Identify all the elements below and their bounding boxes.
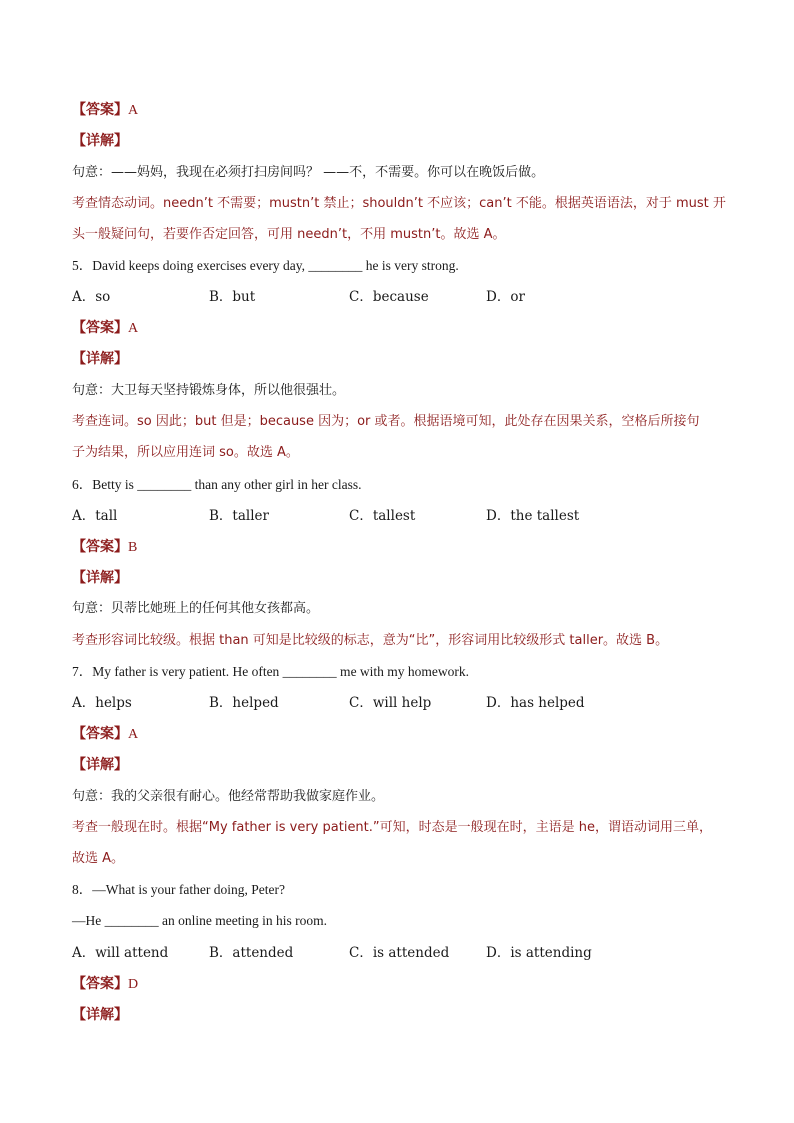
explanation-line: 考查一般现在时。根据“My father is very patient.”可知，时态是一般现在时，主语是 he，谓语动词用三单， (72, 820, 713, 835)
option-a: A．so (72, 289, 111, 305)
answer-value: D (128, 977, 139, 992)
option-c: C．tallest (349, 508, 416, 524)
option-b: B．helped (209, 695, 279, 711)
option-c: C．will help (349, 695, 432, 711)
explanation-line: 故选 A。 (72, 851, 125, 866)
option-a: A．tall (72, 508, 118, 524)
detail-label: 【详解】 (72, 570, 128, 586)
answer-label: 【答案】 (72, 320, 128, 336)
question-text: 6．Betty is ________ than any other girl in her class. (72, 477, 362, 492)
explanation-line: 子为结果，所以应用连词 so。故选 A。 (72, 445, 299, 460)
answer-label: 【答案】 (72, 539, 128, 555)
option-b: B．attended (209, 945, 294, 961)
answer-value: A (128, 321, 139, 336)
option-b: B．taller (209, 508, 269, 524)
answer-value: A (128, 727, 139, 742)
question-text: 8．—What is your father doing, Peter? (72, 882, 285, 897)
answer-label: 【答案】 (72, 102, 128, 118)
sentence-meaning: 句意：贝蒂比她班上的任何其他女孩都高。 (72, 601, 320, 616)
detail-label: 【详解】 (72, 1007, 128, 1023)
option-d: D．the tallest (486, 508, 580, 524)
answer-label: 【答案】 (72, 726, 128, 742)
answer-line (72, 100, 722, 121)
sentence-meaning: 句意：大卫每天坚持锻炼身体，所以他很强壮。 (72, 383, 346, 398)
question-text: 5．David keeps doing exercises every day, ________ he is very strong. (72, 258, 459, 273)
option-a: A．helps (72, 695, 132, 711)
option-a: A．will attend (72, 945, 169, 961)
detail-label: 【详解】 (72, 351, 128, 367)
explanation-line: 考查情态动词。needn’t 不需要；mustn’t 禁止；shouldn’t 不应该；can’t 不能。根据英语语法，对于 must 开 (72, 196, 726, 211)
option-c: C．because (349, 289, 429, 305)
sentence-meaning: 句意：——妈妈，我现在必须打扫房间吗？ ——不，不需要。你可以在晚饭后做。 (72, 165, 545, 180)
answer-line (72, 974, 722, 995)
answer-value: A (128, 103, 139, 118)
option-c: C．is attended (349, 945, 450, 961)
question-text: 7．My father is very patient. He often ________ me with my homework. (72, 664, 470, 679)
option-d: D．has helped (486, 695, 585, 711)
option-d: D．is attending (486, 945, 592, 961)
answer-line (72, 724, 722, 745)
answer-value: B (128, 540, 138, 555)
detail-label: 【详解】 (72, 757, 128, 773)
explanation-line: 头一般疑问句，若要作否定回答，可用 needn’t，不用 mustn’t。故选 A。 (72, 227, 506, 242)
explanation-line: 考查连词。so 因此；but 但是；because 因为；or 或者。根据语境可知，此处存在因果关系，空格后所接句 (72, 414, 700, 429)
option-b: B．but (209, 289, 256, 305)
explanation-line: 考查形容词比较级。根据 than 可知是比较级的标志，意为“比”，形容词用比较级形式 taller。故选 B。 (72, 633, 669, 648)
answer-line (72, 537, 722, 558)
option-d: D．or (486, 289, 525, 305)
sentence-meaning: 句意：我的父亲很有耐心。他经常帮助我做家庭作业。 (72, 789, 385, 804)
question-text-2: —He ________ an online meeting in his room. (72, 913, 327, 928)
answer-label: 【答案】 (72, 976, 128, 992)
answer-line (72, 318, 722, 339)
detail-label: 【详解】 (72, 133, 128, 149)
